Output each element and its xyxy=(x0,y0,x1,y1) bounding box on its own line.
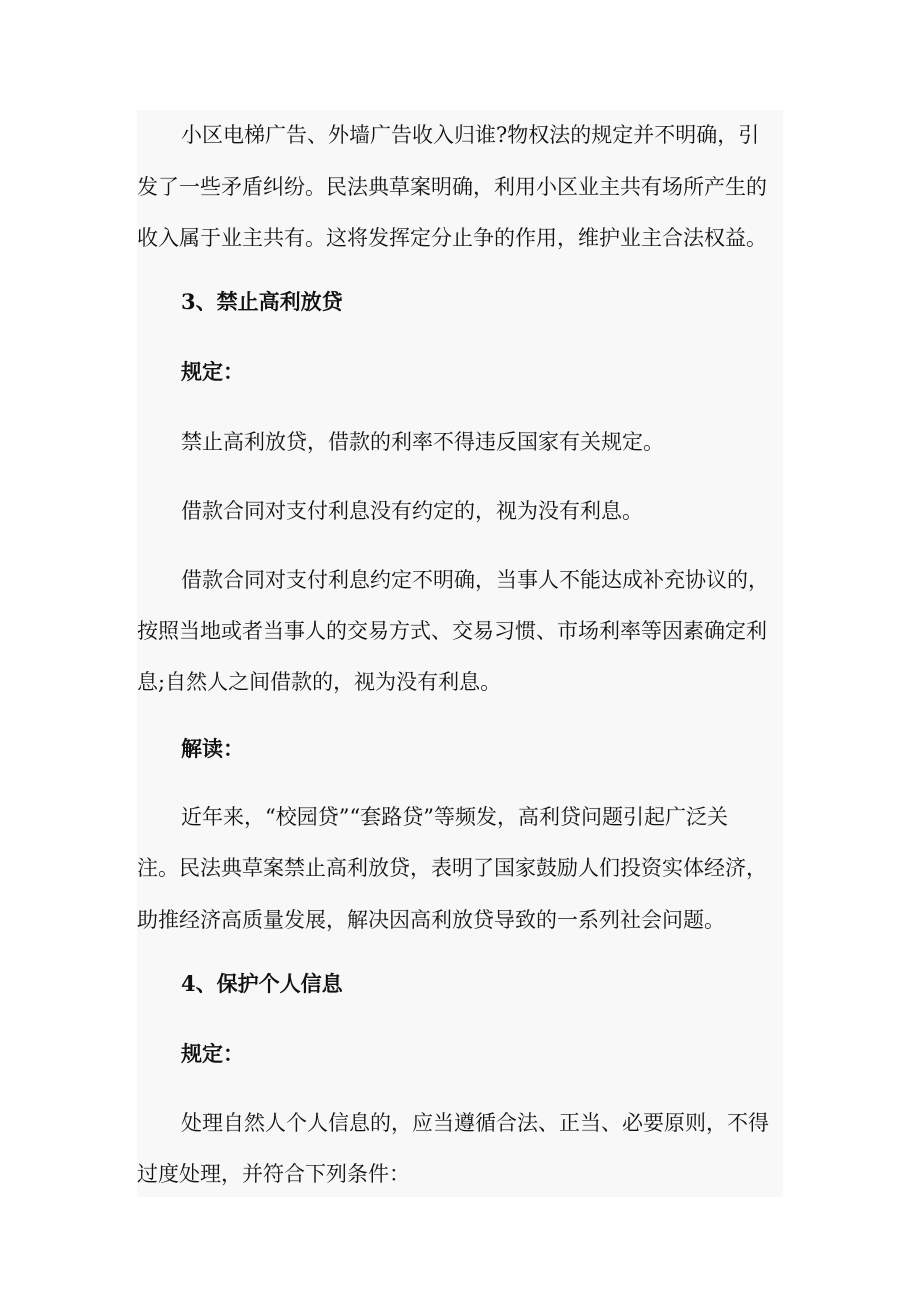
paragraph-line: 处理自然人个人信息的，应当遵循合法、正当、必要原则，不得 xyxy=(181,1111,769,1135)
paragraph-line: 近年来，“校园贷”“套路贷”等频发，高利贷问题引起广泛关 xyxy=(181,805,728,829)
paragraph-line: 按照当地或者当事人的交易方式、交易习惯、市场利率等因素确定利 xyxy=(137,619,767,643)
paragraph-line: 小区电梯广告、外墙广告收入归谁?物权法的规定并不明确，引 xyxy=(181,123,760,147)
paragraph-line: 借款合同对支付利息约定不明确，当事人不能达成补充协议的， xyxy=(181,568,769,592)
subheading-rule: 规定： xyxy=(181,359,244,384)
paragraph-line: 收入属于业主共有。这将发挥定分止争的作用，维护业主合法权益。 xyxy=(137,226,767,250)
subheading-rule: 规定： xyxy=(181,1041,244,1066)
paragraph-line: 注。民法典草案禁止高利放贷，表明了国家鼓励人们投资实体经济， xyxy=(137,856,767,880)
paragraph-line: 禁止高利放贷，借款的利率不得违反国家有关规定。 xyxy=(181,430,664,454)
paragraph-line: 过度处理，并符合下列条件： xyxy=(137,1162,410,1186)
paragraph-line: 助推经济高质量发展，解决因高利放贷导致的一系列社会问题。 xyxy=(137,908,725,932)
paragraph-line: 借款合同对支付利息没有约定的，视为没有利息。 xyxy=(181,499,643,523)
subheading-interpretation: 解读： xyxy=(181,736,244,761)
paragraph-line: 发了一些矛盾纠纷。民法典草案明确，利用小区业主共有场所产生的 xyxy=(137,175,767,199)
section-heading: 4、保护个人信息 xyxy=(181,971,343,996)
document-page xyxy=(137,110,783,1197)
paragraph-line: 息;自然人之间借款的，视为没有利息。 xyxy=(137,670,502,694)
section-heading: 3、禁止高利放贷 xyxy=(181,289,343,314)
